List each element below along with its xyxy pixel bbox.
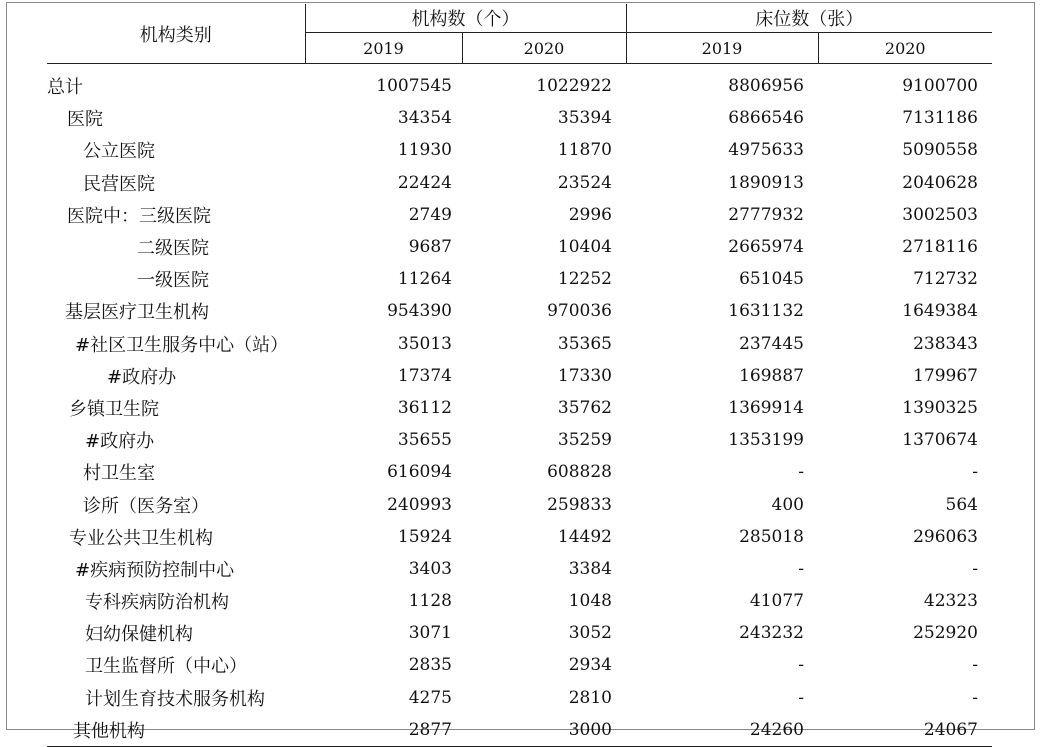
cell-value: 42323 <box>923 591 978 612</box>
cell-value: 22424 <box>397 172 452 193</box>
cell-value: 252920 <box>913 623 978 644</box>
cell-value: 1631132 <box>728 301 804 322</box>
row-label: 诊所（医务室） <box>83 495 209 517</box>
cell-value: - <box>972 558 978 579</box>
cell-value: 3002503 <box>902 204 978 225</box>
table-row <box>47 617 992 649</box>
cell-value: 9100700 <box>902 76 978 97</box>
cell-value: 1007545 <box>376 76 452 97</box>
header-year: 2020 <box>462 33 626 64</box>
cell-value: 2777932 <box>728 204 804 225</box>
cell-value: 2665974 <box>728 237 804 258</box>
row-label: 医院中：三级医院 <box>67 205 211 227</box>
cell-value: - <box>972 687 978 708</box>
cell-value: 2040628 <box>902 172 978 193</box>
cell-value: 1128 <box>408 591 452 612</box>
table-body <box>47 64 992 747</box>
row-label: 二级医院 <box>137 238 209 260</box>
cell-value: 1048 <box>568 591 612 612</box>
cell-value: 1890913 <box>728 172 804 193</box>
header-institutions: 机构数（个） <box>305 4 626 33</box>
table-row <box>47 553 992 585</box>
cell-value: 564 <box>945 494 978 515</box>
cell-value: 8806956 <box>728 76 804 97</box>
row-label: 民营医院 <box>83 173 155 195</box>
row-label: #疾病预防控制中心 <box>75 559 235 581</box>
table-frame <box>6 2 1035 742</box>
row-label: 专业公共卫生机构 <box>69 527 213 549</box>
cell-value: 970036 <box>547 301 612 322</box>
cell-value: 35013 <box>397 333 452 354</box>
cell-value: 7131186 <box>902 108 978 129</box>
table-row <box>47 521 992 553</box>
cell-value: 4975633 <box>728 140 804 161</box>
cell-value: 1022922 <box>536 76 612 97</box>
cell-value: 3052 <box>568 623 612 644</box>
cell-value: 11264 <box>397 269 452 290</box>
cell-value: 712732 <box>913 269 978 290</box>
cell-value: 2877 <box>305 714 462 747</box>
cell-value: 35365 <box>557 333 612 354</box>
cell-value: 6866546 <box>728 108 804 129</box>
cell-value: 169887 <box>739 365 804 386</box>
cell-value: 35655 <box>397 430 452 451</box>
header-year: 2019 <box>626 33 818 64</box>
cell-value: 17330 <box>557 365 612 386</box>
cell-value: - <box>798 462 804 483</box>
cell-value: 9687 <box>408 237 452 258</box>
table-row <box>47 649 992 681</box>
cell-value: - <box>972 462 978 483</box>
table-row <box>47 295 992 327</box>
row-label: 公立医院 <box>83 141 155 163</box>
statistics-table <box>47 4 992 747</box>
cell-value: 24260 <box>626 714 818 747</box>
table-row <box>47 263 992 295</box>
table-row <box>47 360 992 392</box>
cell-value: 296063 <box>913 526 978 547</box>
row-label: 乡镇卫生院 <box>69 398 159 420</box>
cell-value: 3000 <box>462 714 626 747</box>
row-label: 村卫生室 <box>83 463 155 485</box>
row-label: 基层医疗卫生机构 <box>65 302 209 324</box>
table-row <box>47 102 992 134</box>
row-label: 总计 <box>47 77 83 99</box>
cell-value: 1353199 <box>728 430 804 451</box>
cell-value: 35762 <box>557 397 612 418</box>
table-row <box>47 231 992 263</box>
cell-value: 2835 <box>408 655 452 676</box>
cell-value: 35394 <box>557 108 612 129</box>
table-row <box>47 167 992 199</box>
table-row <box>47 424 992 456</box>
cell-value: 3403 <box>408 558 452 579</box>
cell-value: 35259 <box>557 430 612 451</box>
cell-value: 259833 <box>547 494 612 515</box>
cell-value: 11870 <box>557 140 612 161</box>
cell-value: 10404 <box>557 237 612 258</box>
cell-value: 616094 <box>387 462 452 483</box>
cell-value: 4275 <box>408 687 452 708</box>
cell-value: 285018 <box>739 526 804 547</box>
row-label: 一级医院 <box>137 270 209 292</box>
cell-value: 12252 <box>557 269 612 290</box>
row-label: 计划生育技术服务机构 <box>85 688 265 710</box>
cell-value: 5090558 <box>902 140 978 161</box>
row-label: #政府办 <box>107 366 177 388</box>
cell-value: 400 <box>771 494 804 515</box>
cell-value: 2996 <box>568 204 612 225</box>
cell-value: - <box>798 558 804 579</box>
cell-value: 41077 <box>749 591 804 612</box>
cell-value: 179967 <box>913 365 978 386</box>
cell-value: 240993 <box>387 494 452 515</box>
row-label: 卫生监督所（中心） <box>85 656 247 678</box>
table-row <box>47 134 992 166</box>
cell-value: - <box>972 655 978 676</box>
row-label: #社区卫生服务中心（站） <box>75 334 289 356</box>
header-category: 机构类别 <box>47 4 305 64</box>
cell-value: 2749 <box>408 204 452 225</box>
cell-value: - <box>798 687 804 708</box>
cell-value: 11930 <box>397 140 452 161</box>
header-year: 2020 <box>818 33 992 64</box>
cell-value: 954390 <box>387 301 452 322</box>
cell-value: 2934 <box>568 655 612 676</box>
table-row <box>47 682 992 714</box>
row-label: 专科疾病防治机构 <box>85 592 229 614</box>
table-row <box>47 488 992 520</box>
cell-value: 1369914 <box>728 397 804 418</box>
row-label: #政府办 <box>85 431 155 453</box>
table-row <box>47 456 992 488</box>
cell-value: 1649384 <box>902 301 978 322</box>
cell-value: 238343 <box>913 333 978 354</box>
table-row <box>47 585 992 617</box>
cell-value: 243232 <box>739 623 804 644</box>
cell-value: 608828 <box>547 462 612 483</box>
cell-value: 36112 <box>397 397 452 418</box>
table-row <box>47 392 992 424</box>
header-year: 2019 <box>305 33 462 64</box>
cell-value: 17374 <box>397 365 452 386</box>
cell-value: 3071 <box>408 623 452 644</box>
cell-value: 1370674 <box>902 430 978 451</box>
table-row <box>47 328 992 360</box>
table-row <box>47 199 992 231</box>
cell-value: 237445 <box>739 333 804 354</box>
cell-value: 2718116 <box>902 237 978 258</box>
row-label: 医院 <box>67 109 103 131</box>
cell-value: 14492 <box>557 526 612 547</box>
cell-value: 651045 <box>739 269 804 290</box>
cell-value: 2810 <box>568 687 612 708</box>
cell-value: 15924 <box>397 526 452 547</box>
table-row <box>47 714 992 747</box>
header-beds: 床位数（张） <box>626 4 992 33</box>
cell-value: - <box>798 655 804 676</box>
table-row <box>47 64 992 103</box>
cell-value: 23524 <box>557 172 612 193</box>
row-label: 其他机构 <box>47 714 305 747</box>
cell-value: 3384 <box>568 558 612 579</box>
cell-value: 34354 <box>397 108 452 129</box>
row-label: 妇幼保健机构 <box>85 624 193 646</box>
cell-value: 1390325 <box>902 397 978 418</box>
cell-value: 24067 <box>818 714 992 747</box>
